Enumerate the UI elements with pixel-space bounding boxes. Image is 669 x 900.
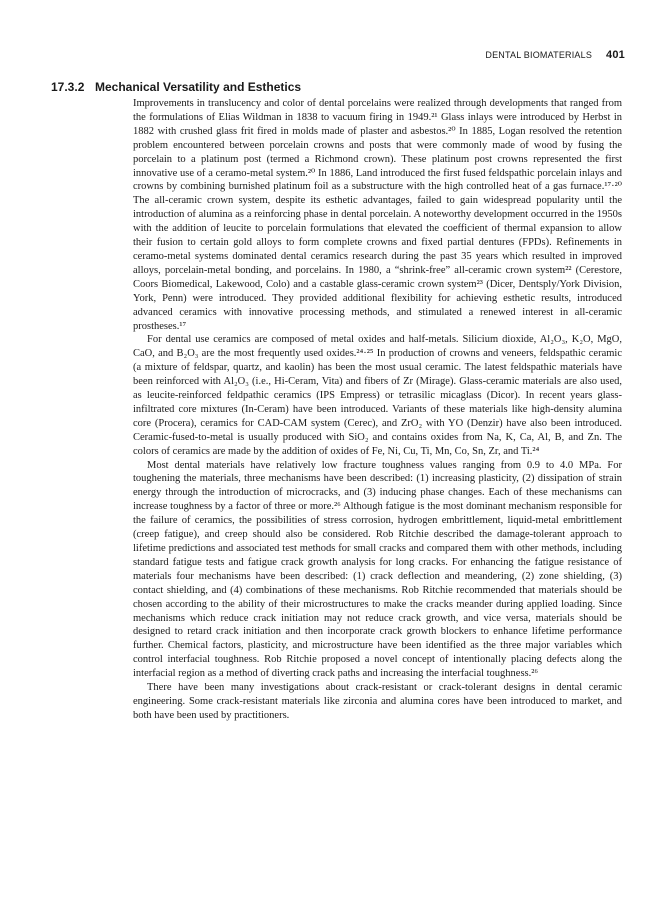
section-title: Mechanical Versatility and Esthetics xyxy=(95,80,302,94)
paragraph-3: Most dental materials have relatively low fracture toughness values ranging from 0.9 to 4.0 MPa. For toughening the materials, three mechanisms have been described: (1) increasing plasticity, (2) dissipation of strain energy through the introduction of microcracks, and (3) inducing phase changes. Each of these mechanisms can increase toughness by a factor of three or more.²⁶ Although fatigue is the most dominant mechanism responsible for the failure of ceramics, the possibilities of stress corrosion, hydrogen embrittlement, liquid-metal embrittlement (creep fatigue), and creep should also be considered. Rob Ritchie described the damage-tolerant approach to lifetime predictions and associated test methods for small cracks and compared them with other methods, including standard fatigue tests and fatigue crack growth analysis for long cracks. For enhancing the fatigue resistance of materials four mechanisms have been described: (1) crack deflection and meandering, (2) zone shielding, (3) contact shielding, and (4) combinations of these mechanisms. Rob Ritchie recommended that materials should be chosen according to the ability of their microstructures to make the cracks meander during applied loading. Since mechanisms which reduce crack initiation may not reduce crack growth, and vice versa, materials should be designed to retard crack initiation and then incorporate crack growth blockers to enhance lifetime performance further. Chemical factors, plasticity, and microstructure have been identified as the three major variables which control interfacial toughness. Rob Ritchie proposed a novel concept of intentionally placing defects along the interfacial region as a method of diverting crack paths and increasing the interfacial toughness.²⁶ xyxy=(133,459,622,680)
body-text xyxy=(133,97,622,723)
section-heading xyxy=(51,80,301,94)
paragraph-4: There have been many investigations about crack-resistant or crack-tolerant designs in dental ceramic engineering. Some crack-resistant materials like zirconia and alumina cores have been introduced to market, and both have been used by practitioners. xyxy=(133,682,622,721)
running-title: DENTAL BIOMATERIALS xyxy=(485,50,593,60)
running-head xyxy=(485,49,625,61)
page-number: 401 xyxy=(606,49,625,61)
section-number: 17.3.2 xyxy=(51,80,85,94)
paragraph-2: For dental use ceramics are composed of metal oxides and half-metals. Silicium dioxide, Al₂O₃, K₂O, MgO, CaO, and B₂O₃ are the most frequently used oxides.²⁴·²⁵ In production of crowns and veneers, feldspathic ceramic (a mixture of feldspar, quartz, and kaolin) has been the most usual ceramic. The latest feldspathic materials have been reinforced with Al₂O₃ (i.e., Hi-Ceram, Vita) and fibers of Zr (Mirage). Glass-ceramic materials are also used, as leucite-reinforced feldpathic ceramics (IPS Empress) or tetrasilic micaglass (Dicor). In recent years glass-infiltrated core mixtures (In-Ceram) have been introduced. Variants of these materials like high-density alumina core (Procera), ceramics for CAD-CAM system (Cerec), and ZrO₂ with YO (Denzir) have also been introduced. Ceramic-fused-to-metal is usually produced with SiO₂ and contains oxides from Na, K, Ca, Al, B, and Zn. The colors of ceramics are made by the addition of oxides of Fe, Ni, Cu, Ti, Mn, Co, Sn, Zr, and Ti.²⁴ xyxy=(133,334,622,457)
paragraph-1: Improvements in translucency and color of dental porcelains were realized through developments that ranged from the formulations of Elias Wildman in 1838 to vacuum firing in 1949.²¹ Glass inlays were introduced by Herbst in 1882 with crushed glass frit fired in molds made of plaster and asbestos.²⁰ In 1885, Logan resolved the retention problem encountered between porcelain crowns and posts that were commonly made of wood by fusing the porcelain to a platinum post (termed a Richmond crown). These platinum post crowns represented the first innovative use of a ceramo-metal system.²⁰ In 1886, Land introduced the first fused feldspathic porcelain inlays and crowns by combining burnished platinum foil as a substructure with the high controlled heat of a gas furnace.¹⁷·²⁰ The all-ceramic crown system, despite its esthetic advantages, failed to gain widespread popularity until the introduction of alumina as a reinforcing phase in dental porcelain. A noteworthy development occurred in the 1950s with the addition of leucite to porcelain formulations that elevated the coefficient of thermal expansion to allow their fusion to certain gold alloys to form complete crowns and fixed partial dentures (FPDs). Refinements in ceramo-metal systems dominated dental ceramics research during the past 35 years which resulted in improved alloys, porcelain-metal bonding, and porcelains. In 1980, a “shrink-free” all-ceramic crown system²² (Cerestore, Coors Biomedical, Lakewood, Colo) and a castable glass-ceramic crown system²³ (Dicer, Dentsply/York Division, York, Penn) were introduced. They provided additional flexibility for achieving esthetic results, introduced advanced ceramics with innovative processing methods, and stimulated a renewed interest in all-ceramic prostheses.¹⁷ xyxy=(133,98,622,332)
